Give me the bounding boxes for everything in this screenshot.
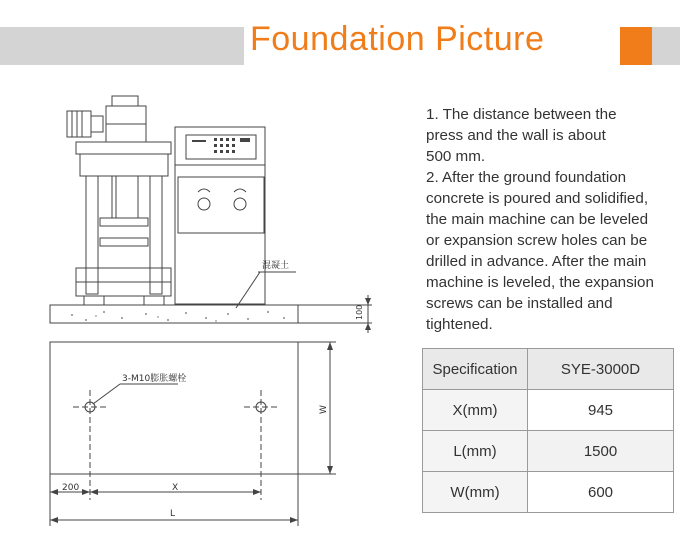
press-machine	[67, 96, 171, 305]
control-cabinet	[175, 127, 265, 304]
table-cell-label: W(mm)	[423, 472, 528, 513]
concrete-slab	[50, 305, 298, 323]
dim-offset-label: 200	[62, 483, 80, 493]
header-bar-left	[0, 27, 244, 65]
dim-l-label: L	[170, 509, 176, 519]
dim-w-label: W	[319, 405, 329, 414]
table-row	[423, 431, 674, 472]
spec-table	[422, 348, 674, 513]
table-row	[423, 390, 674, 431]
table-header-row	[423, 349, 674, 390]
table-header-label: Specification	[423, 349, 528, 390]
table-header-value: SYE-3000D	[528, 349, 674, 390]
table-cell-label: L(mm)	[423, 431, 528, 472]
table-cell-label: X(mm)	[423, 390, 528, 431]
dim-height-label: 100	[355, 304, 364, 320]
table-row	[423, 472, 674, 513]
dim-x-label: X	[172, 483, 179, 493]
bolt-label: 3-M10膨胀螺栓	[122, 374, 187, 384]
page-title: Foundation Picture	[250, 20, 545, 58]
table-cell-value: 1500	[528, 431, 674, 472]
concrete-label: 混凝土	[262, 261, 290, 271]
header-accent-block	[620, 27, 652, 65]
table-cell-value: 945	[528, 390, 674, 431]
table-cell-value: 600	[528, 472, 674, 513]
installation-notes: 1. The distance between the press and the wall is about 500 mm. 2. After the ground foundation concrete is poured and solidified, the main machine can be leveled or expansion screw holes can be drilled in advance. After the main machine is leveled, the expansion screws can be installed and tightened.	[426, 106, 654, 333]
foundation-drawing	[0, 80, 400, 540]
